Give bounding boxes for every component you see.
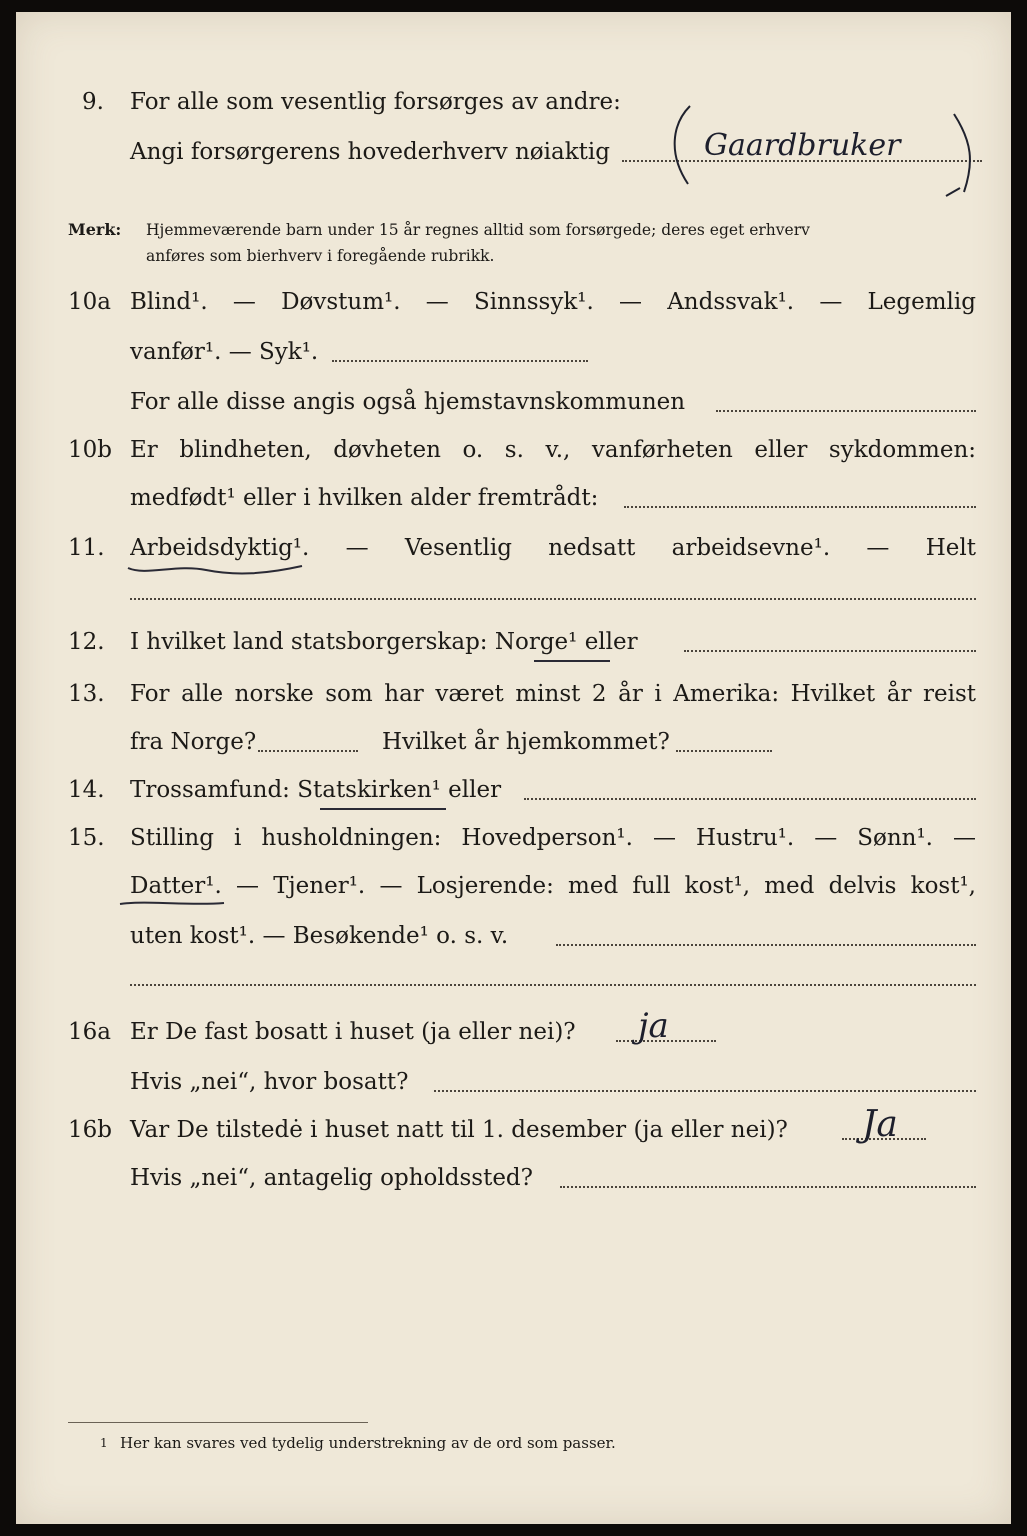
question-10a-text-2: vanfør¹. — Syk¹. — [130, 339, 319, 365]
question-15-text-2: Datter¹. — Tjener¹. — Losjerende: med full kost¹, med delvis kost¹, — [130, 873, 976, 899]
question-10b-line-2 — [16, 480, 1011, 516]
question-10a-line-3 — [16, 384, 1011, 420]
answer-bracket-left — [666, 104, 696, 194]
question-10a-number: 10a — [68, 289, 111, 315]
question-16b-text-2: Hvis „nei“, antagelig opholdssted? — [130, 1165, 533, 1191]
question-15-text-1: Stilling i husholdningen: Hovedperson¹. — Hustru¹. — Sønn¹. — — [130, 825, 976, 851]
question-10b-number: 10b — [68, 437, 112, 463]
answer-line — [716, 410, 976, 412]
underline-norge — [534, 660, 610, 662]
question-14-line-1 — [16, 772, 1011, 808]
question-12-line-1 — [16, 624, 1011, 660]
answer-line — [332, 360, 588, 362]
underline-statskirken — [320, 808, 446, 810]
question-16b-line-2 — [16, 1160, 1011, 1196]
answer-line — [258, 750, 358, 752]
question-10a-line-2 — [16, 334, 1011, 370]
question-14-number: 14. — [68, 777, 105, 803]
question-12-text-1: I hvilket land statsborgerskap: Norge¹ eller — [130, 629, 638, 655]
question-13-text-1: For alle norske som har været minst 2 år i Amerika: Hvilket år reist — [130, 681, 976, 707]
answer-line — [434, 1090, 976, 1092]
underline-arbeidsdyktig — [126, 560, 306, 580]
question-16b-text-1: Var De tilstedė i huset natt til 1. desember (ja eller nei)? — [130, 1117, 788, 1143]
question-13-line-2 — [16, 724, 1011, 760]
answer-line — [676, 750, 772, 752]
question-11-number: 11. — [68, 535, 105, 561]
answer-line — [556, 944, 976, 946]
question-10b-line-1 — [16, 432, 1011, 468]
handwritten-answer-occupation: Gaardbruker — [704, 128, 901, 163]
question-16a-line-2 — [16, 1064, 1011, 1100]
question-10a-text-1: Blind¹. — Døvstum¹. — Sinnssyk¹. — Andssvak¹. — Legemlig — [130, 289, 976, 315]
handwritten-answer-16a: ja — [638, 1006, 669, 1046]
footnote-separator — [68, 1422, 368, 1423]
question-16b-number: 16b — [68, 1117, 112, 1143]
question-13-line-1 — [16, 676, 1011, 712]
question-15-number: 15. — [68, 825, 105, 851]
question-11-text-1: Arbeidsdyktig¹. — Vesentlig nedsatt arbeidsevne¹. — Helt — [130, 535, 976, 561]
answer-line — [560, 1186, 976, 1188]
census-form-page — [16, 12, 1011, 1524]
answer-bracket-right — [946, 112, 986, 202]
question-14-text-1: Trossamfund: Statskirken¹ eller — [130, 777, 502, 803]
question-10b-text-2: medfødt¹ eller i hvilken alder fremtrådt: — [130, 485, 599, 511]
question-15-line-1 — [16, 820, 1011, 856]
answer-line — [130, 598, 976, 600]
answer-line — [684, 650, 976, 652]
question-16a-line-1 — [16, 1014, 1011, 1050]
note-text-2: anføres som bierhverv i foregående rubrikk. — [146, 247, 495, 265]
answer-line — [130, 984, 976, 986]
question-9-number: 9. — [82, 89, 104, 115]
handwritten-answer-16b: Ja — [862, 1104, 898, 1145]
footnote-mark: 1 — [100, 1436, 108, 1450]
question-10a-text-3: For alle disse angis også hjemstavnskommunen — [130, 389, 686, 415]
footnote-text: Her kan svares ved tydelig understrekning av de ord som passer. — [120, 1434, 616, 1452]
question-16a-text-1: Er De fast bosatt i huset (ja eller nei)? — [130, 1019, 576, 1045]
question-16a-text-2: Hvis „nei“, hvor bosatt? — [130, 1069, 409, 1095]
note-label: Merk: — [68, 220, 122, 239]
question-15-line-3 — [16, 918, 1011, 954]
question-9-text-2: Angi forsørgerens hovederhverv nøiaktig — [130, 139, 610, 165]
question-10b-text-1: Er blindheten, døvheten o. s. v., vanførheten eller sykdommen: — [130, 437, 976, 463]
answer-line — [524, 798, 976, 800]
question-10a-line-1 — [16, 284, 1011, 320]
answer-line — [624, 506, 976, 508]
note-text-1: Hjemmeværende barn under 15 år regnes alltid som forsørgede; deres eget erhverv — [146, 221, 810, 239]
question-13-text-2a: fra Norge? — [130, 729, 257, 755]
question-13-text-2b: Hvilket år hjemkommet? — [382, 729, 670, 755]
underline-datter — [118, 898, 228, 912]
question-13-number: 13. — [68, 681, 105, 707]
question-9-line-1 — [16, 84, 1011, 120]
question-12-number: 12. — [68, 629, 105, 655]
question-9-text-1: For alle som vesentlig forsørges av andre: — [130, 89, 621, 115]
question-16a-number: 16a — [68, 1019, 111, 1045]
question-15-text-3: uten kost¹. — Besøkende¹ o. s. v. — [130, 923, 509, 949]
